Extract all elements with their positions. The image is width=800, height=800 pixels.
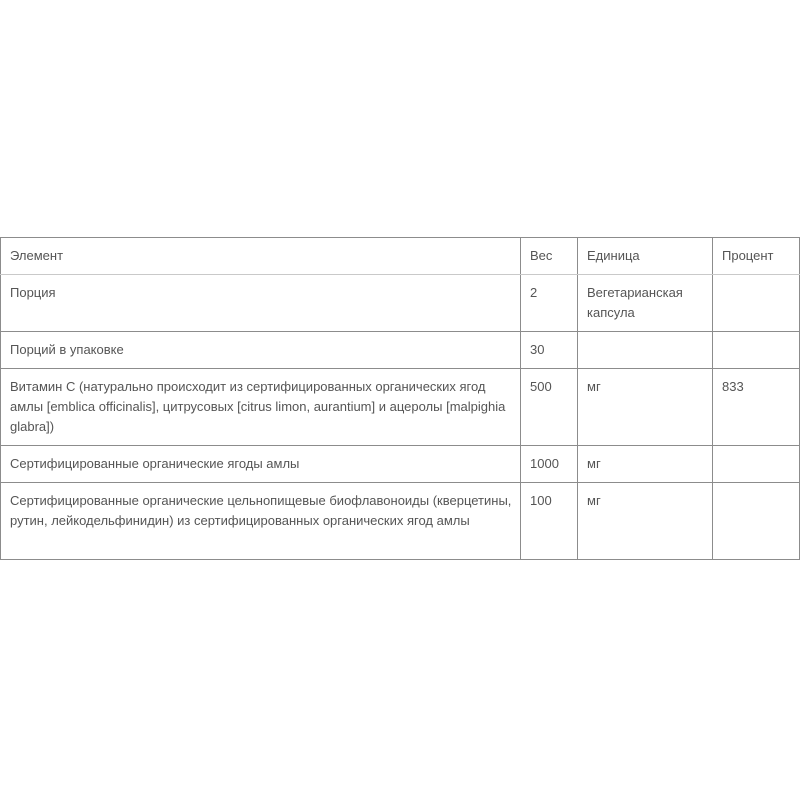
cell-percent: 833: [713, 369, 800, 446]
table-row: [1, 483, 800, 560]
table-row: [1, 275, 800, 332]
cell-element: Витамин С (натурально происходит из сертифицированных органических ягод амлы [emblica officinalis], цитрусовых [citrus limon, aurantium] и ацеролы [malpighia glabra]): [1, 369, 521, 446]
cell-percent: [713, 483, 800, 560]
cell-unit: Вегетарианская капсула: [578, 275, 713, 332]
cell-unit: мг: [578, 369, 713, 446]
cell-percent: [713, 446, 800, 483]
cell-unit: мг: [578, 483, 713, 560]
cell-percent: [713, 275, 800, 332]
cell-unit: [578, 332, 713, 369]
header-weight: Вес: [521, 238, 578, 275]
cell-weight: 1000: [521, 446, 578, 483]
table-header-row: [1, 238, 800, 275]
cell-element: Сертифицированные органические ягоды амлы: [1, 446, 521, 483]
cell-element: Порций в упаковке: [1, 332, 521, 369]
supplement-facts-table: [0, 237, 800, 560]
table-row: [1, 446, 800, 483]
table-row: [1, 369, 800, 446]
cell-weight: 2: [521, 275, 578, 332]
header-unit: Единица: [578, 238, 713, 275]
cell-element: Сертифицированные органические цельнопищевые биофлавоноиды (кверцетины, рутин, лейкодельфинидин) из сертифицированных органических ягод амлы: [1, 483, 521, 560]
cell-percent: [713, 332, 800, 369]
cell-unit: мг: [578, 446, 713, 483]
header-element: Элемент: [1, 238, 521, 275]
cell-weight: 30: [521, 332, 578, 369]
table-row: [1, 332, 800, 369]
cell-element: Порция: [1, 275, 521, 332]
header-percent: Процент: [713, 238, 800, 275]
cell-weight: 500: [521, 369, 578, 446]
cell-weight: 100: [521, 483, 578, 560]
